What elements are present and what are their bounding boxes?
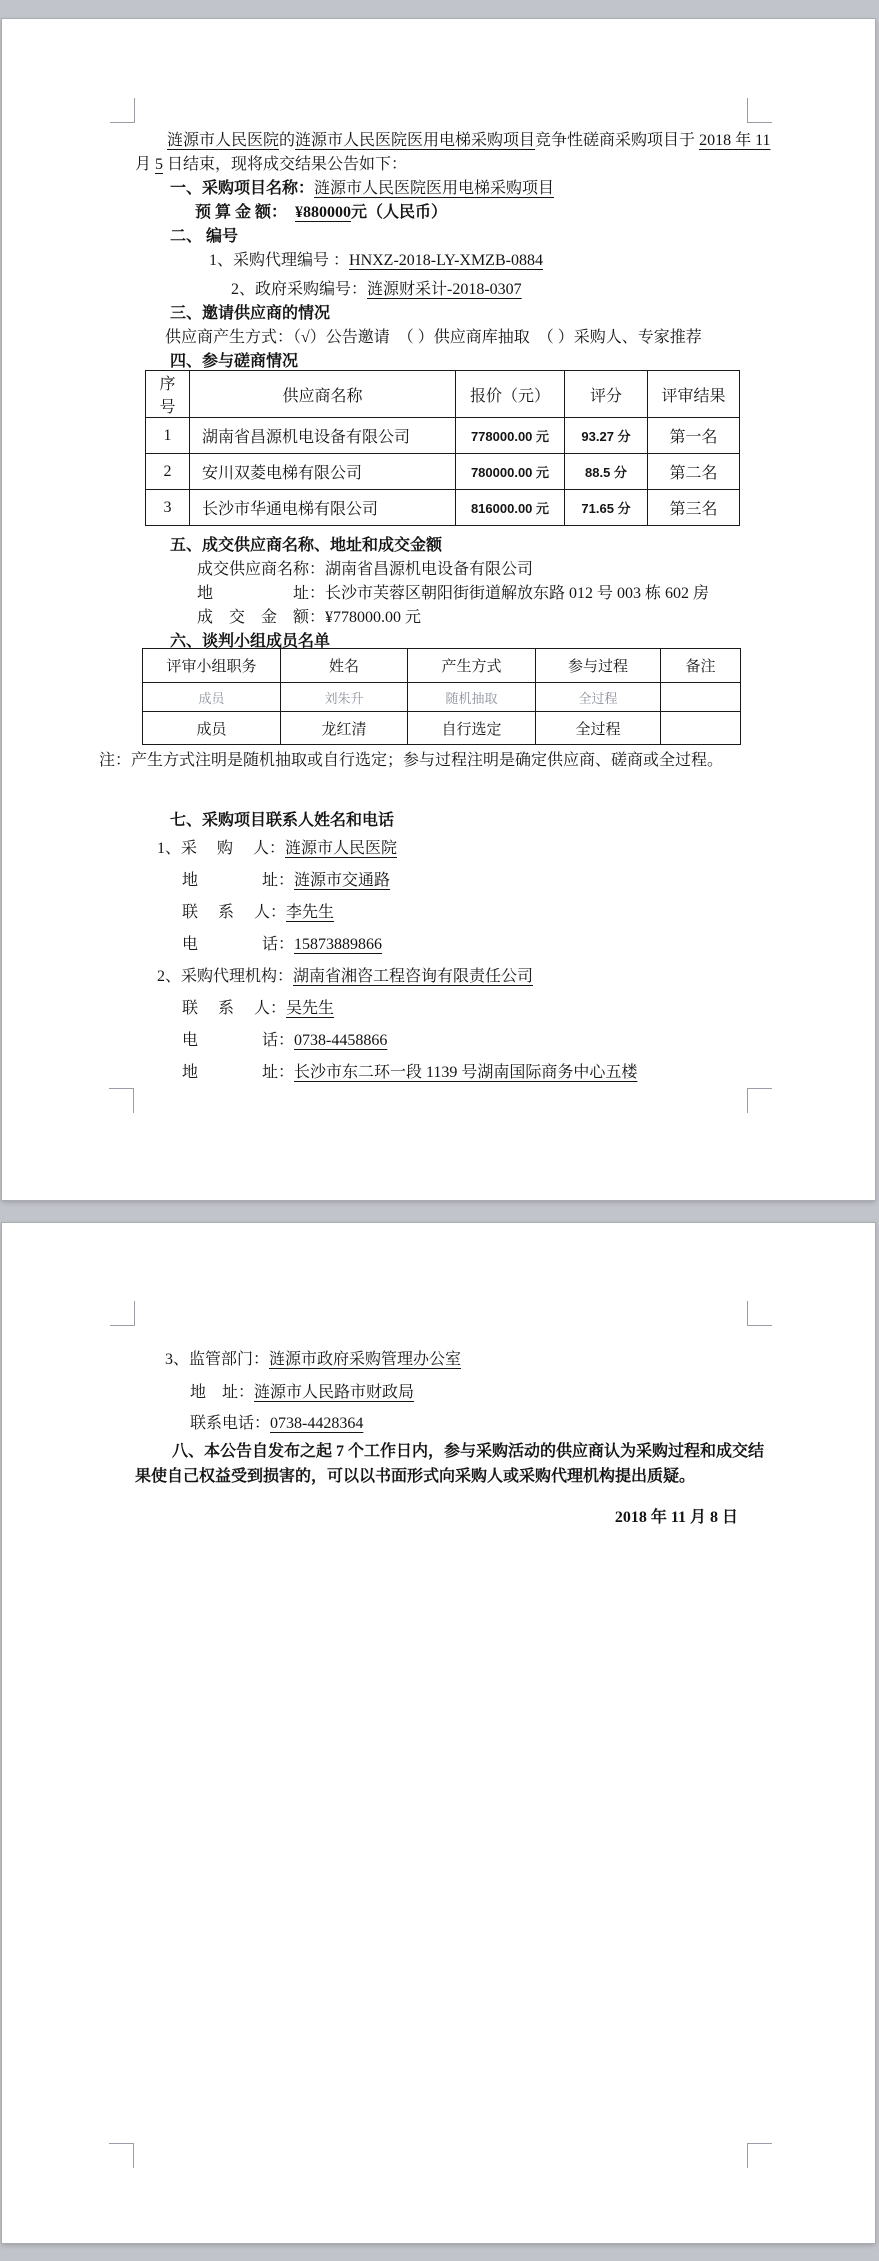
bidders-table-header-row [146, 371, 740, 418]
table-footnote: 注：产生方式注明是随机抽取或自行选定；参与过程注明是确定供应商、磋商或全过程。 [99, 752, 724, 769]
budget-amount-line: 预 算 金 额： ¥880000元（人民币） [195, 204, 448, 221]
regulator-line: 3、监管部门：涟源市政府采购管理办公室 [165, 1351, 462, 1368]
regulator-address: 地 址：涟源市人民路市财政局 [190, 1384, 415, 1401]
section-2-heading: 二、 编号 [170, 228, 239, 245]
purchaser-address: 地 址：涟源市交通路 [182, 872, 391, 889]
col-header-result: 评审结果 [648, 371, 740, 418]
section-6-heading: 六、谈判小组成员名单 [170, 633, 331, 650]
margin-crop-mark [109, 2143, 134, 2168]
cell-remark [661, 683, 741, 712]
cell-index: 1 [146, 418, 190, 454]
cell-score: 93.27 分 [565, 418, 648, 454]
cell-supplier: 安川双菱电梯有限公司 [190, 454, 456, 490]
cell-score: 71.65 分 [565, 490, 648, 526]
section-5-heading: 五、成交供应商名称、地址和成交金额 [170, 537, 443, 554]
agency-address: 地 址：长沙市东二环一段 1139 号湖南国际商务中心五楼 [182, 1064, 638, 1081]
cell-role: 成员 [143, 683, 281, 712]
cell-index: 3 [146, 490, 190, 526]
cell-result: 第一名 [648, 418, 740, 454]
purchaser-line: 1、采 购 人：涟源市人民医院 [157, 840, 398, 857]
col-header-price: 报价（元） [456, 371, 565, 418]
table-row [146, 454, 740, 490]
cell-price: 778000.00 元 [456, 418, 565, 454]
agency-contact: 联 系 人：吴先生 [182, 1000, 335, 1017]
winner-name-line: 成交供应商名称：湖南省昌源机电设备有限公司 [197, 561, 534, 578]
cell-index: 2 [146, 454, 190, 490]
margin-crop-mark [109, 1088, 134, 1113]
col-header-process: 参与过程 [536, 649, 661, 683]
col-header-remark: 备注 [661, 649, 741, 683]
cell-name: 刘朱升 [281, 683, 408, 712]
negotiation-team-table [142, 648, 741, 745]
cell-supplier: 长沙市华通电梯有限公司 [190, 490, 456, 526]
table-row [143, 712, 741, 745]
regulator-phone: 联系电话：0738-4428364 [190, 1415, 364, 1432]
cell-process: 全过程 [536, 712, 661, 745]
col-header-role: 评审小组职务 [143, 649, 281, 683]
cell-role: 成员 [143, 712, 281, 745]
document-page-2 [2, 1223, 875, 2243]
document-page-1 [2, 19, 875, 1200]
winner-amount-line: 成 交 金 额：¥778000.00 元 [197, 609, 422, 626]
agency-line: 2、采购代理机构：湖南省湘咨工程咨询有限责任公司 [157, 968, 534, 985]
cell-result: 第三名 [648, 490, 740, 526]
purchaser-contact: 联 系 人：李先生 [182, 904, 335, 921]
cell-score: 88.5 分 [565, 454, 648, 490]
col-header-index: 序号 [146, 371, 190, 418]
col-header-supplier: 供应商名称 [190, 371, 456, 418]
section-7-heading: 七、采购项目联系人姓名和电话 [170, 812, 395, 829]
cell-name: 龙红清 [281, 712, 408, 745]
section-8-paragraph: 八、本公告自发布之起 7 个工作日内，参与采购活动的供应商认为采购过程和成交结果使自己权益受到损害的，可以以书面形式向采购人或采购代理机构提出质疑。 [135, 1443, 765, 1485]
supplier-method-line: 供应商产生方式：（√）公告邀请 （ ）供应商库抽取 （ ）采购人、专家推荐 [165, 329, 702, 346]
page2-text-area [2, 1223, 875, 1530]
cell-process: 全过程 [536, 683, 661, 712]
section-1-project-name: 一、采购项目名称：涟源市人民医院医用电梯采购项目 [170, 180, 555, 197]
section-3-heading: 三、邀请供应商的情况 [170, 305, 331, 322]
section-4-heading: 四、参与磋商情况 [170, 353, 299, 370]
intro-paragraph: 涟源市人民医院的涟源市人民医院医用电梯采购项目竞争性磋商采购项目于 2018 年 11月 5 日结束，现将成交结果公告如下： [135, 132, 771, 173]
page1-text-area [2, 19, 875, 1089]
purchaser-phone: 电 话：15873889866 [182, 936, 383, 953]
col-header-score: 评分 [565, 371, 648, 418]
cell-price: 816000.00 元 [456, 490, 565, 526]
cell-remark [661, 712, 741, 745]
cell-supplier: 湖南省昌源机电设备有限公司 [190, 418, 456, 454]
cell-result: 第二名 [648, 454, 740, 490]
agency-code-line: 1、采购代理编号 ：HNXZ-2018-LY-XMZB-0884 [209, 252, 543, 269]
cell-price: 780000.00 元 [456, 454, 565, 490]
table-row [146, 418, 740, 454]
table-row [146, 490, 740, 526]
margin-crop-mark [747, 2143, 772, 2168]
table-row [143, 683, 741, 712]
gov-procurement-code-line: 2、政府采购编号：涟源财采计-2018-0307 [231, 281, 522, 298]
agency-phone: 电 话：0738-4458866 [182, 1032, 388, 1049]
cell-method: 随机抽取 [408, 683, 536, 712]
col-header-name: 姓名 [281, 649, 408, 683]
col-header-method: 产生方式 [408, 649, 536, 683]
cell-method: 自行选定 [408, 712, 536, 745]
margin-crop-mark [747, 1088, 772, 1113]
bidders-table [145, 370, 740, 526]
winner-address-line: 地 址：长沙市芙蓉区朝阳街街道解放东路 012 号 003 栋 602 房 [197, 585, 710, 602]
announcement-date: 2018 年 11 月 8 日 [614, 1509, 738, 1526]
